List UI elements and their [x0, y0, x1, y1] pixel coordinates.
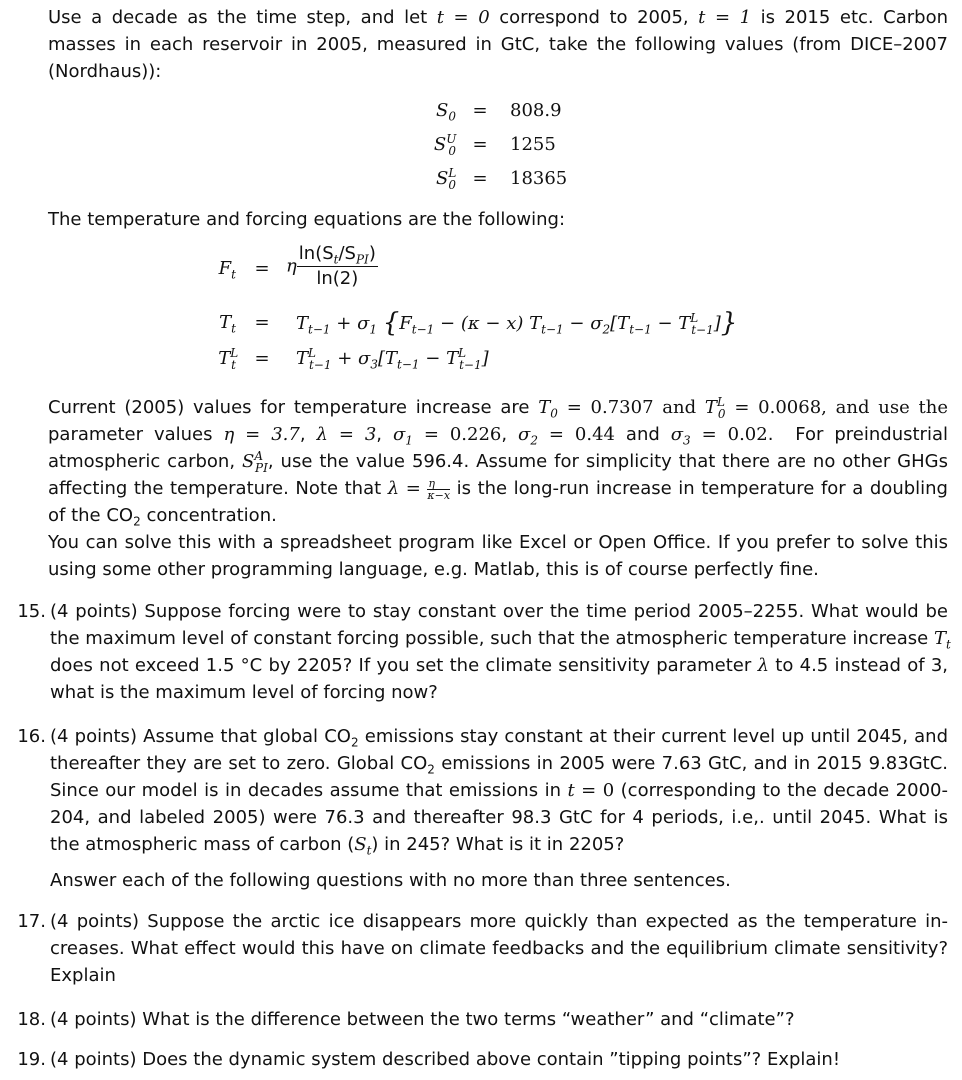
param-line-6: You can solve this with a spreadsheet program like Excel or Open Office. If you prefer to solve this — [48, 532, 948, 553]
question-19: 19. (4 points) Does the dynamic system described above contain ”tipping points”? Explain! — [17, 1049, 841, 1070]
reservoir-row-s0: $S_0$ = 808.9 — [436, 100, 562, 124]
intro-line-1: Use a decade as the time step, and let t = 0 correspond to 2005, t = 1 is 2015 etc. Carbon — [48, 7, 949, 28]
reservoir-row-sl: $S^L_0$ = 18365 — [436, 166, 568, 192]
param-line-5: of the $CO_2$ concentration. — [48, 505, 277, 529]
equation-intro: The temperature and forcing equations are the following: — [48, 209, 566, 230]
param-line-2: parameter values η = 3.7, λ = 3, $\sigma_1 = 0.226$, $\sigma_2 = 0.44$ and $\sigma_3 = 0.02$. For preindustrial — [48, 424, 948, 448]
lower-temperature-equation: $T^L_t$ = $T^L_{t-1} + \sigma_3[T_{t-1} - T^L_{t-1}]$ — [218, 346, 489, 372]
param-line-3: atmospheric carbon, $S^A_{PI}$, use the value 596.4. Assume for simplicity that there are no other GHGs — [48, 449, 948, 475]
intro-line-3: (Nordhaus)): — [48, 61, 162, 82]
instruction-line: Answer each of the following questions with no more than three sentences. — [50, 870, 731, 891]
temperature-equation: $T_t$ = $T_{t-1} + \sigma_1$ $\{F_{t-1} - (\kappa - x) T_{t-1} - \sigma_2[T_{t-1} - T^L_{t-1}]\}$ — [219, 308, 738, 338]
reservoir-equations — [400, 94, 600, 198]
question-16: 16. (4 points) Assume that global $CO_2$ emissions stay constant at their current level up until 2045, and thereafter they are set to zero. Global $CO_2$ emissions in 2005 were 7.63 GtC, and in 2015 9.83GtC. Since our model is in decades assume that emissions in t = 0 (corresponding to the decade 2000- 204, and labeled 2005) were 76.3 and thereafter 98.3 GtC for 4 periods, i.e,. until 2045. What is the atmospheric mass of carbon $(S_t)$ in 245? What is it in 2205? — [17, 726, 948, 858]
reservoir-row-su: $S^U_0$ = 1255 — [433, 132, 556, 158]
param-line-1: Current (2005) values for temperature increase are $T_0 = 0.7307$ and $T^L_0 = 0.0068$, and use the — [48, 395, 948, 421]
param-line-4: affecting the temperature. Note that λ = $\frac{\eta}{\kappa-x}$ is the long-run increase in temperature for a doubling — [48, 476, 948, 502]
question-15: 15. (4 points) Suppose forcing were to stay constant over the time period 2005–2255. What would be the maximum level of constant forcing possible, such that the atmospheric temperature increase $T_t$ does not exceed 1.5 °C by 2205? If you set the climate sensitivity parameter λ to 4.5 instead of 3, what is the maximum level of forcing now? — [17, 601, 951, 703]
question-18: 18. (4 points) What is the difference between the two terms “weather” and “climate”? — [17, 1009, 795, 1030]
parameters-paragraph — [48, 394, 948, 583]
question-17: 17. (4 points) Suppose the arctic ice disappears more quickly than expected as the temperature in- creases. What effect would this have on climate feedbacks and the equilibrium climate sensitivity? Explain — [17, 911, 948, 986]
intro-paragraph — [48, 4, 948, 85]
intro-line-2: masses in each reservoir in 2005, measured in GtC, take the following values (from DICE–2007 — [48, 34, 948, 55]
param-line-7: using some other programming language, e.g. Matlab, this is of course perfectly fine. — [48, 559, 819, 580]
temperature-equations — [190, 242, 890, 382]
forcing-equation: $F_t$ = η $\frac{\ln(S_t/S_{PI})}{\ln(2)}$ — [218, 243, 376, 289]
